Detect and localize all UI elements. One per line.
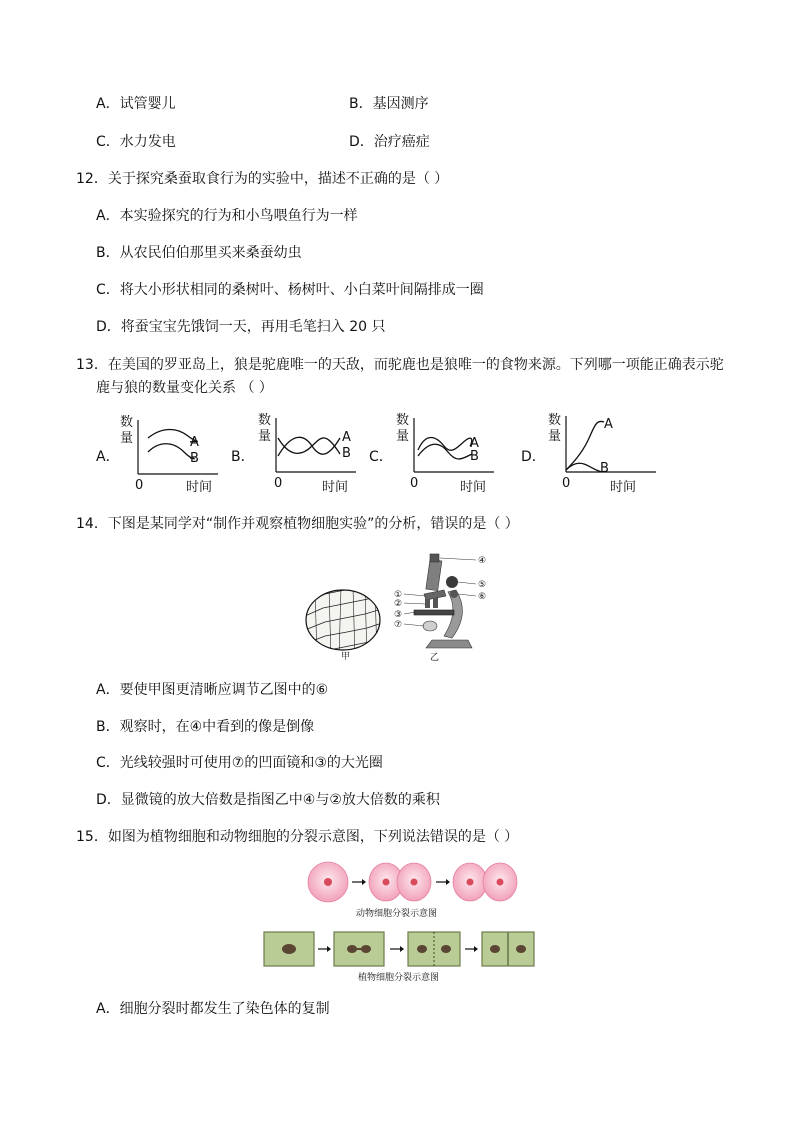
curve-a-label: A <box>190 435 199 450</box>
q13-graph-d-label: D． <box>521 449 546 465</box>
animal-caption: 动物细胞分裂示意图 <box>356 909 438 919</box>
label-part-3: ③ <box>394 610 403 620</box>
origin-label: 0 <box>274 476 283 491</box>
q12-option-d: D．将蚕宝宝先饿饲一天，再用毛笔扫入 20 只 <box>96 319 386 335</box>
q13-graph-c-label: C． <box>369 449 393 465</box>
origin-label: 0 <box>410 476 419 491</box>
origin-label: 0 <box>135 478 144 493</box>
onion-cell-figure <box>305 588 385 660</box>
q14-stem: 14．下图是某同学对“制作并观察植物细胞实验”的分析，错误的是（ ） <box>76 516 519 532</box>
q13-graph-a <box>118 412 228 494</box>
curve-b <box>278 438 340 454</box>
y-axis-label-2: 量 <box>258 429 272 444</box>
curve-b <box>148 444 194 459</box>
x-axis-label: 时间 <box>186 480 213 495</box>
y-axis-label-2: 量 <box>548 429 562 444</box>
q12-option-c: C．将大小形状相同的桑树叶、杨树叶、小白菜叶间隔排成一圈 <box>96 282 484 298</box>
q11-option-b: B．基因测序 <box>349 96 429 112</box>
q13-graph-c <box>394 410 504 494</box>
q12-option-b: B．从农民伯伯那里买来桑蚕幼虫 <box>96 245 302 261</box>
q13-graph-b <box>256 410 366 494</box>
q15-stem: 15．如图为植物细胞和动物细胞的分裂示意图，下列说法错误的是（ ） <box>76 829 519 845</box>
q14-option-c: C．光线较强时可使用⑦的凹面镜和③的大光圈 <box>96 755 383 771</box>
q11-option-c: C．水力发电 <box>96 134 176 150</box>
y-axis-label-2: 量 <box>120 431 134 446</box>
q14-option-a: A．要使甲图更清晰应调节乙图中的⑥ <box>96 682 329 698</box>
curve-a <box>566 421 604 470</box>
q13-stem-line2: 鹿与狼的数量变化关系 （ ） <box>96 380 273 396</box>
origin-label: 0 <box>562 476 571 491</box>
y-axis-label-1: 数 <box>548 413 562 428</box>
curve-b-label: B <box>600 461 609 476</box>
curve-a-label: A <box>604 417 613 432</box>
curve-a <box>278 437 340 456</box>
q13-graph-b-label: B． <box>231 449 255 465</box>
q15-option-a: A．细胞分裂时都发生了染色体的复制 <box>96 1001 330 1017</box>
x-axis-label: 时间 <box>322 480 349 495</box>
curve-a-label: A <box>470 436 479 451</box>
q11-option-a: A．试管婴儿 <box>96 96 176 112</box>
microscope-figure <box>392 552 502 662</box>
q13-graph-d <box>546 410 666 494</box>
q13-stem-line1: 13．在美国的罗亚岛上，狼是驼鹿唯一的天敌，而驼鹿也是狼唯一的食物来源。下列哪一项能正确表示驼 <box>76 357 724 373</box>
y-axis-label-1: 数 <box>258 413 272 428</box>
label-part-5: ⑤ <box>478 580 487 590</box>
q13-graph-a-label: A． <box>96 449 120 465</box>
curve-b-label: B <box>190 451 199 466</box>
plant-caption: 植物细胞分裂示意图 <box>358 973 440 983</box>
x-axis-label: 时间 <box>460 480 487 495</box>
q11-option-d: D．治疗癌症 <box>349 134 430 150</box>
y-axis-label-1: 数 <box>396 413 410 428</box>
label-part-1: ① <box>394 590 403 600</box>
animal-cell-division-figure <box>300 860 530 920</box>
fig-left-caption: 甲 <box>341 652 351 662</box>
q14-option-d: D．显微镜的放大倍数是指图乙中④与②放大倍数的乘积 <box>96 792 440 808</box>
fig-right-caption: 乙 <box>430 653 440 663</box>
y-axis-label-1: 数 <box>120 415 134 430</box>
curve-b-label: B <box>342 446 351 461</box>
q12-option-a: A．本实验探究的行为和小鸟喂鱼行为一样 <box>96 208 358 224</box>
plant-cell-division-figure <box>262 928 552 986</box>
q14-option-b: B．观察时，在④中看到的像是倒像 <box>96 719 315 735</box>
curve-b-label: B <box>470 449 479 464</box>
y-axis-label-2: 量 <box>396 429 410 444</box>
label-part-7: ⑦ <box>394 620 403 630</box>
label-part-2: ② <box>394 599 403 609</box>
label-part-6: ⑥ <box>478 592 487 602</box>
curve-a-label: A <box>342 430 351 445</box>
label-part-4: ④ <box>478 556 487 566</box>
x-axis-label: 时间 <box>610 480 637 495</box>
q12-stem: 12．关于探究桑蚕取食行为的实验中，描述不正确的是（ ） <box>76 171 449 187</box>
